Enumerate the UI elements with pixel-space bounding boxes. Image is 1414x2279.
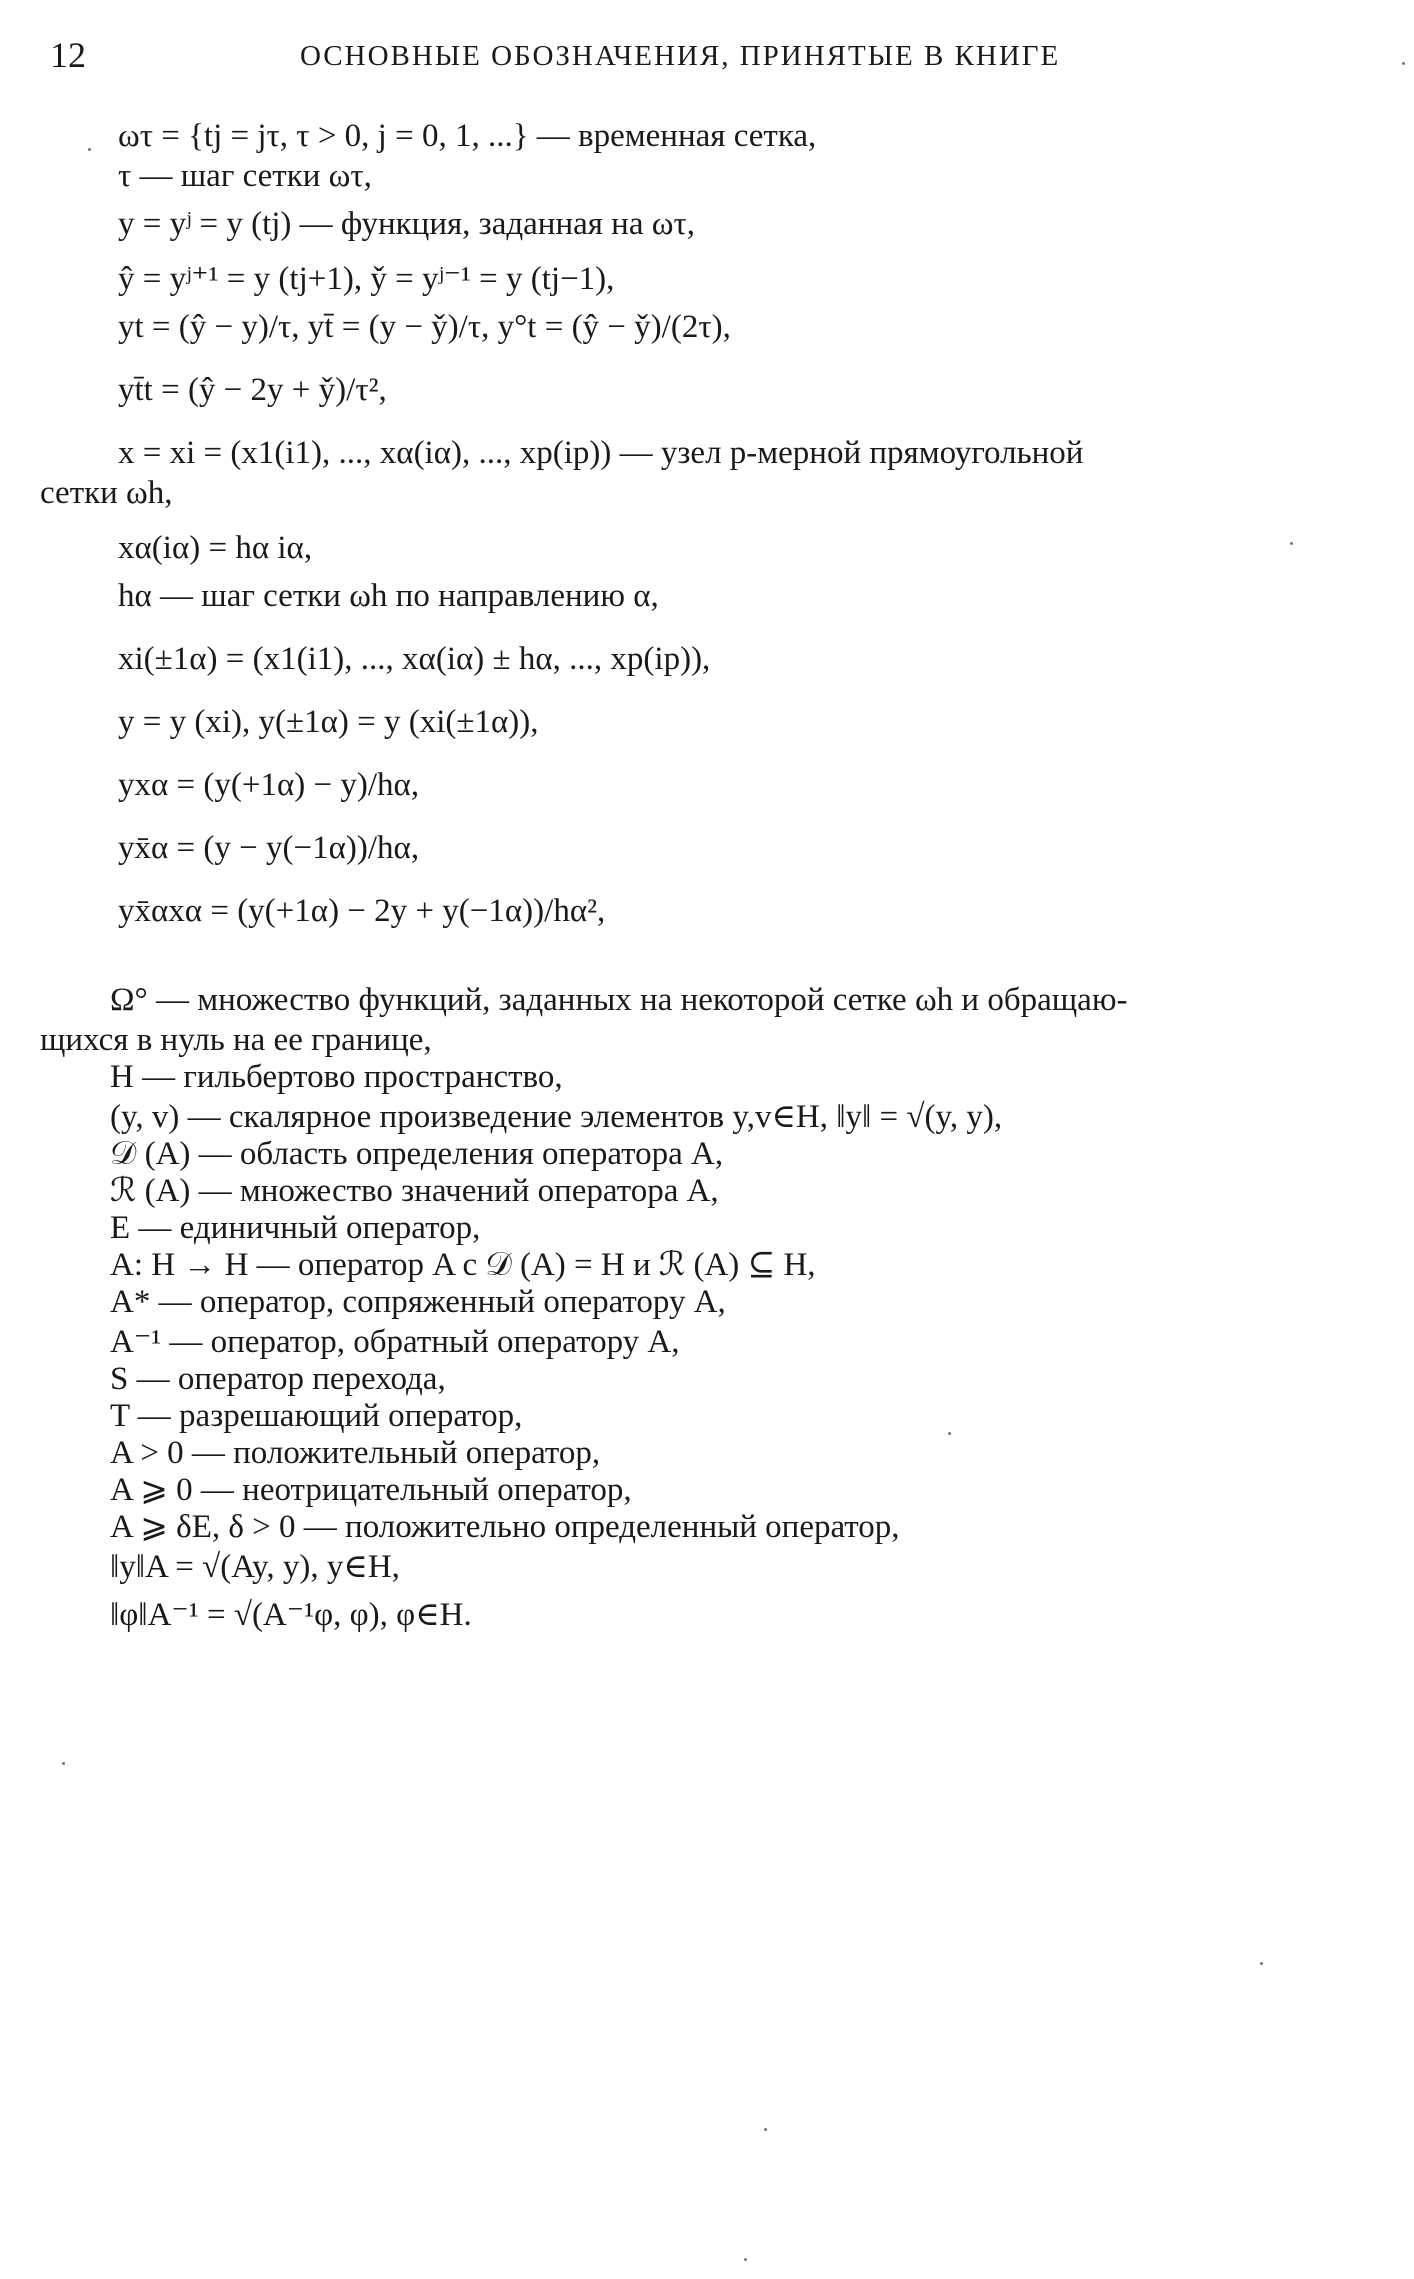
definition-resolving-operator: T — разрешающий оператор, (110, 1398, 523, 1434)
scan-speck (744, 2258, 747, 2261)
definition-inverse-operator: A⁻¹ — оператор, обратный оператору A, (110, 1324, 680, 1360)
definition-range: ℛ (A) — множество значений оператора A, (110, 1173, 719, 1209)
page-number: 12 (50, 35, 86, 75)
definition-hilbert-space: H — гильбертово пространство, (110, 1059, 563, 1095)
formula-forward-difference: yxα = (y(+1α) − y)/hα, (118, 767, 420, 803)
formula-second-space-difference: yx̄αxα = (y(+1α) − 2y + y(−1α))/hα², (118, 893, 606, 929)
definition-identity-operator: E — единичный оператор, (110, 1210, 481, 1246)
scan-speck (62, 1762, 65, 1765)
definition-positive-operator: A > 0 — положительный оператор, (110, 1435, 601, 1471)
formula-backward-difference: yx̄α = (y − y(−1α))/hα, (118, 830, 420, 866)
formula-neighbor-node: xi(±1α) = (x1(i1), ..., xα(iα) ± hα, ..., xp(ip)), (118, 641, 711, 677)
definition-grid-node: x = xi = (x1(i1), ..., xα(iα), ..., xp(ip)) — узел p-мерной прямоугольной (118, 435, 1084, 471)
definition-h-step: hα — шаг сетки ωh по направлению α, (118, 578, 659, 614)
scan-speck (1290, 542, 1293, 545)
notation-list (40, 118, 1370, 1634)
definition-tau-step: τ — шаг сетки ωτ, (118, 158, 372, 194)
definition-grid-function: y = yʲ = y (tj) — функция, заданная на ωτ, (118, 206, 695, 242)
scan-speck (88, 148, 91, 151)
formula-energy-norm: ‖y‖A = √(Ay, y), y∈H, (110, 1549, 400, 1585)
scan-speck (1402, 62, 1405, 65)
definition-nonnegative-operator: A ⩾ 0 — неотрицательный оператор, (110, 1472, 632, 1508)
scan-speck (948, 1432, 951, 1435)
formula-time-grid: ωτ = {tj = jτ, τ > 0, j = 0, 1, ...} — временная сетка, (118, 118, 817, 154)
definition-domain: 𝒟 (A) — область определения оператора A, (110, 1136, 724, 1172)
formula-second-time-difference: yt̄t = (ŷ − 2y + y̌)/τ², (118, 372, 387, 408)
formula-node-coordinate: xα(iα) = hα iα, (118, 530, 313, 566)
formula-inverse-norm: ‖φ‖A⁻¹ = √(A⁻¹φ, φ), φ∈H. (110, 1597, 472, 1633)
definition-scalar-product: (y, v) — скалярное произведение элементов y,v∈H, ‖y‖ = √(y, y), (110, 1099, 1003, 1135)
definition-transition-operator: S — оператор перехода, (110, 1361, 446, 1397)
definition-adjoint-operator: A* — оператор, сопряженный оператору A, (110, 1284, 726, 1320)
definition-omega-set-continued: щихся в нуль на ее границе, (40, 1022, 432, 1058)
definition-grid-node-continued: сетки ωh, (40, 475, 173, 511)
scan-speck (764, 2128, 767, 2131)
formula-shifted-values: ŷ = yʲ⁺¹ = y (tj+1), y̌ = yʲ⁻¹ = y (tj−1), (118, 261, 615, 297)
definition-operator: A: H → H — оператор A с 𝒟 (A) = H и ℛ (A) ⊆ H, (110, 1247, 816, 1283)
definition-positive-definite-operator: A ⩾ δE, δ > 0 — положительно определенный оператор, (110, 1509, 900, 1545)
formula-time-differences: yt = (ŷ − y)/τ, yt̄ = (y − y̌)/τ, y°t = (ŷ − y̌)/(2τ), (118, 309, 731, 345)
formula-neighbor-value: y = y (xi), y(±1α) = y (xi(±1α)), (118, 704, 539, 740)
page-header (50, 34, 1140, 84)
definition-omega-set: Ω° — множество функций, заданных на некоторой сетке ωh и обращаю- (110, 982, 1128, 1018)
scan-speck (1260, 1962, 1263, 1965)
running-title: ОСНОВНЫЕ ОБОЗНАЧЕНИЯ, ПРИНЯТЫЕ В КНИГЕ (300, 40, 1061, 72)
